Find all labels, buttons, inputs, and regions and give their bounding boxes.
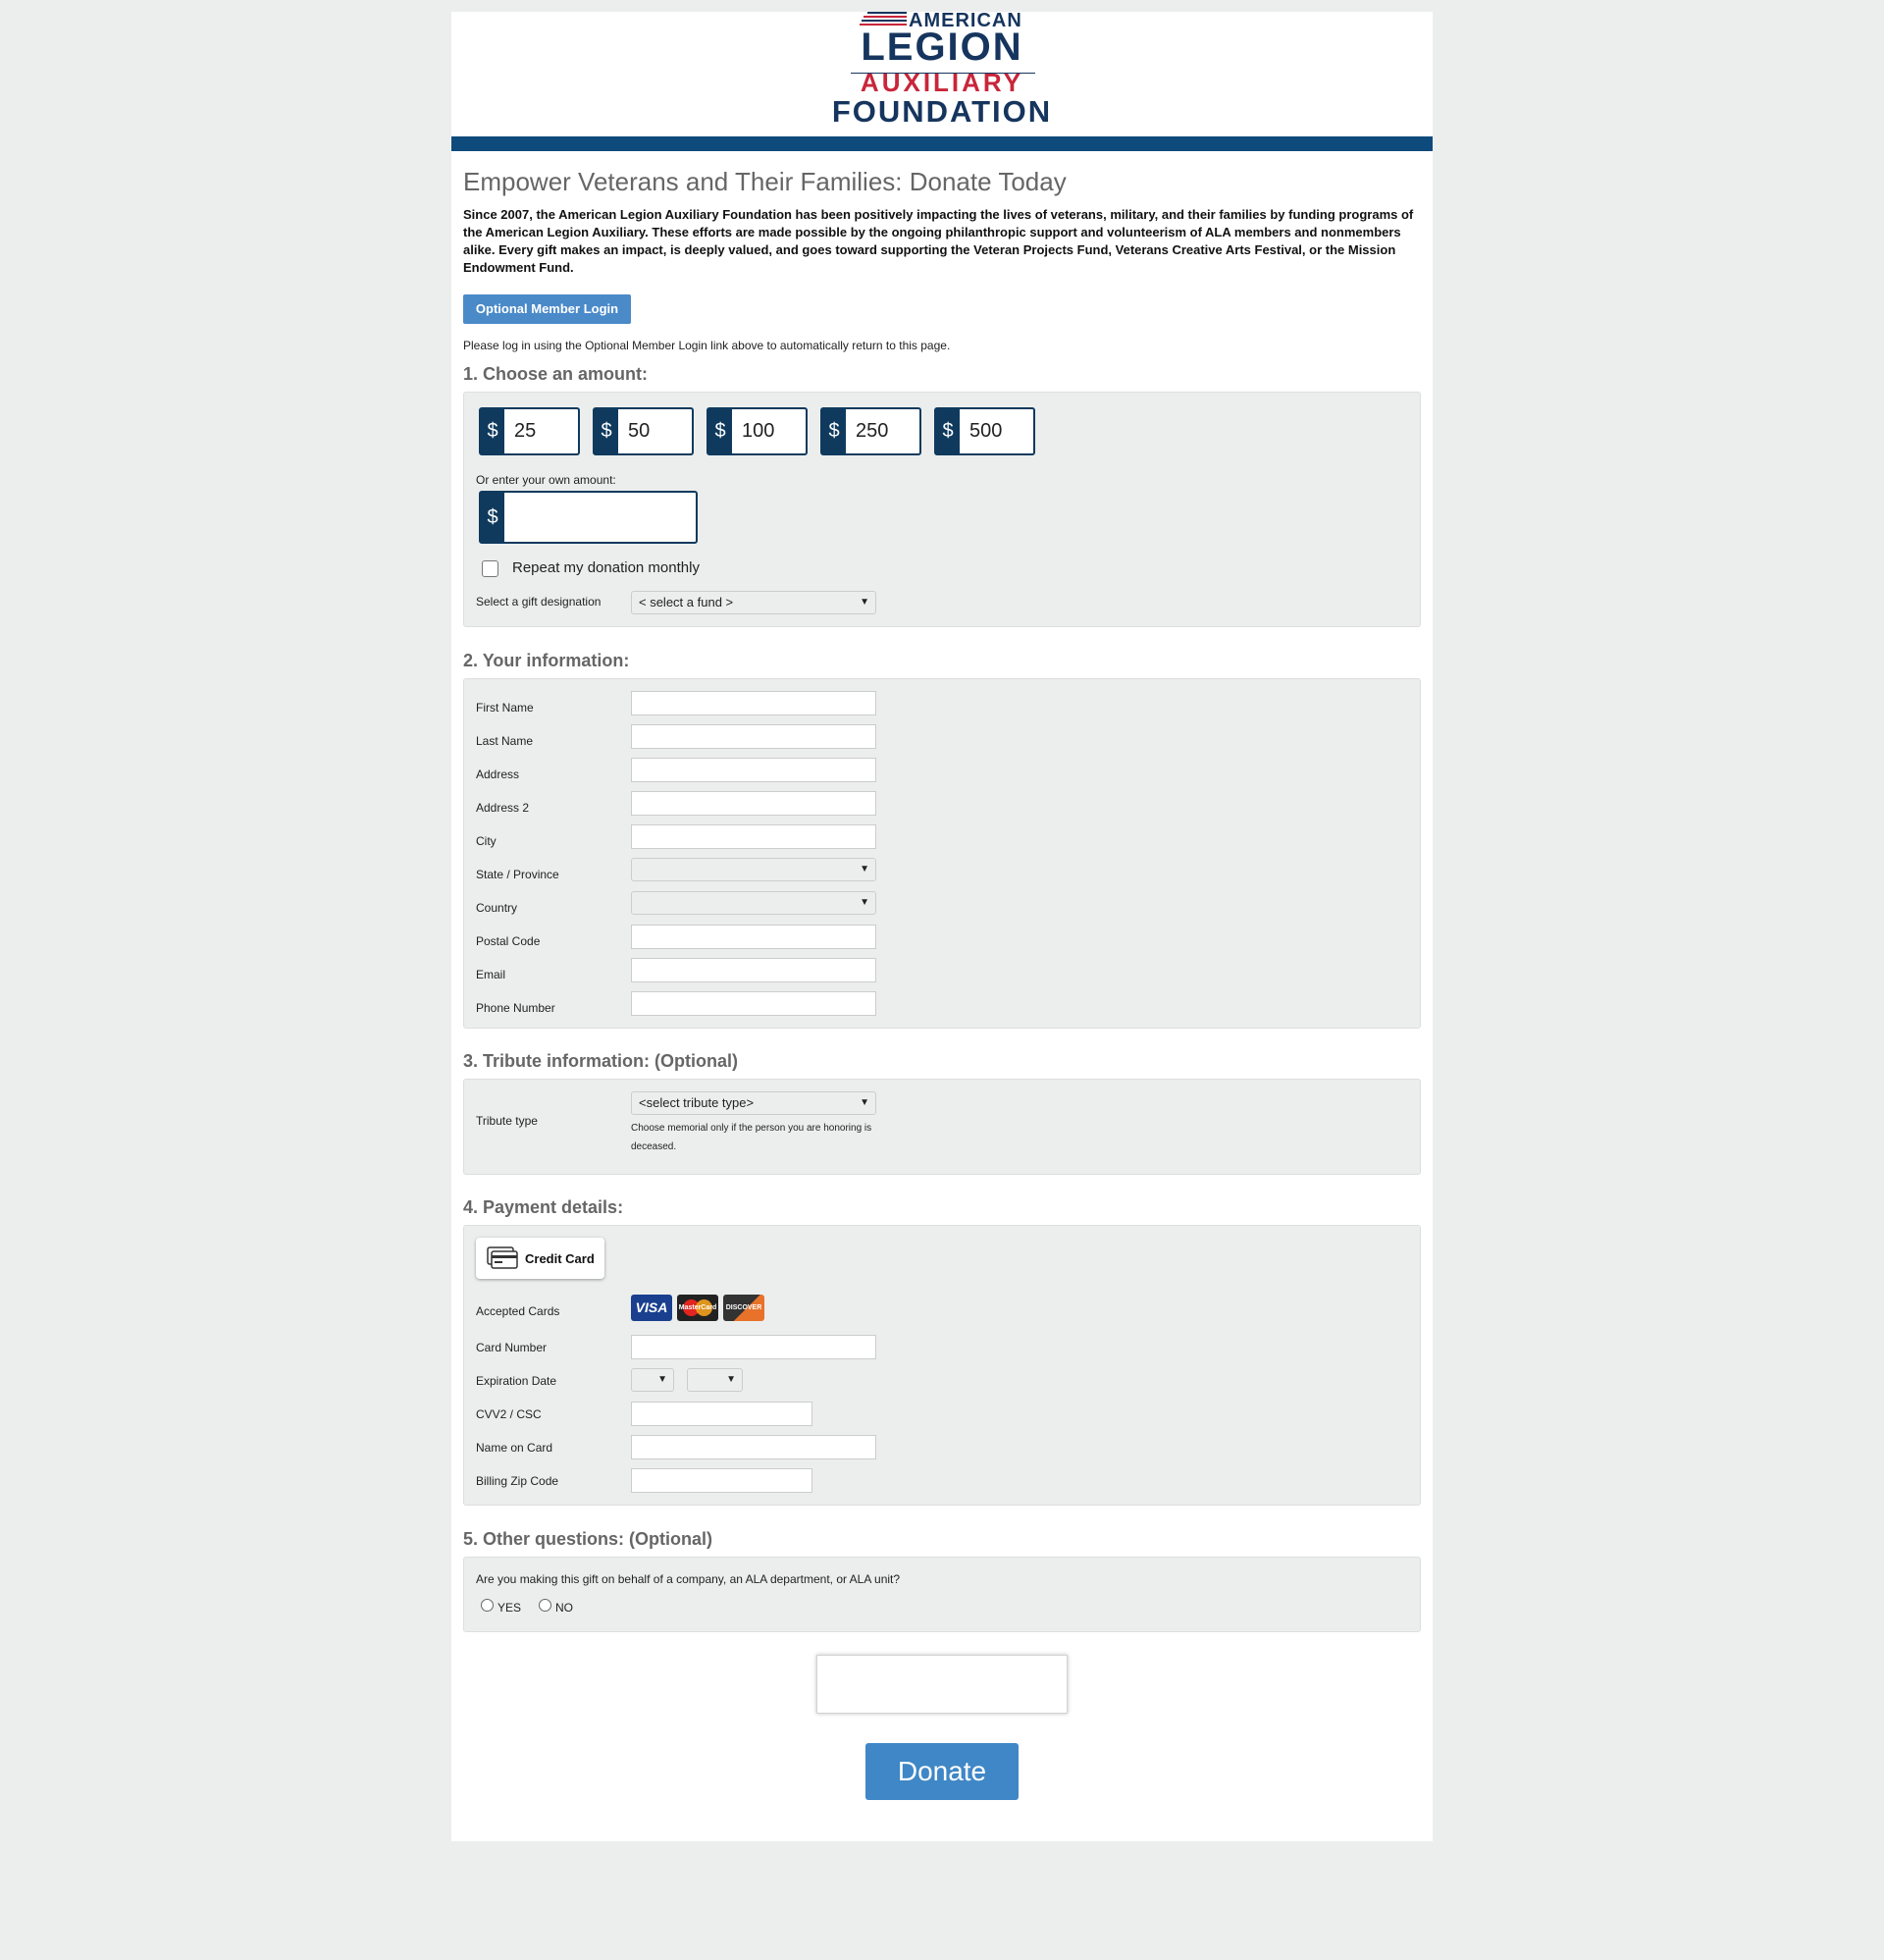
email-label: Email bbox=[476, 968, 506, 981]
login-note: Please log in using the Optional Member Login link above to automatically return to this page. bbox=[463, 339, 951, 352]
amount-section-title: 1. Choose an amount: bbox=[463, 364, 649, 384]
address-label: Address bbox=[476, 768, 520, 781]
repeat-monthly-label: Repeat my donation monthly bbox=[512, 559, 700, 576]
amount-value: 250 bbox=[856, 420, 889, 442]
logo-line-american: AMERICAN bbox=[909, 10, 1022, 31]
amount-value: 500 bbox=[969, 420, 1003, 442]
state-select[interactable] bbox=[631, 858, 876, 881]
billing-zip-label: Billing Zip Code bbox=[476, 1474, 559, 1488]
other-section-title: 5. Other questions: (Optional) bbox=[463, 1529, 713, 1549]
postal-code-label: Postal Code bbox=[476, 934, 541, 948]
name-on-card-label: Name on Card bbox=[476, 1441, 553, 1455]
gift-designation-value: < select a fund > bbox=[639, 595, 734, 609]
last-name-label: Last Name bbox=[476, 734, 534, 748]
logo-line-legion: LEGION bbox=[861, 26, 1023, 69]
tribute-type-select[interactable] bbox=[631, 1091, 876, 1115]
card-number-label: Card Number bbox=[476, 1341, 548, 1354]
optional-member-login-button[interactable]: Optional Member Login bbox=[463, 294, 631, 324]
amount-value: 100 bbox=[742, 420, 775, 442]
tribute-panel bbox=[463, 1079, 1421, 1175]
chevron-down-icon: ▼ bbox=[726, 1374, 736, 1385]
donate-button[interactable]: Donate bbox=[865, 1743, 1019, 1800]
visa-card-logo: VISA bbox=[631, 1295, 672, 1321]
foundation-logo bbox=[451, 12, 1433, 136]
amount-option-50[interactable] bbox=[593, 407, 694, 455]
amount-value: 50 bbox=[628, 420, 651, 442]
no-label: NO bbox=[555, 1601, 573, 1615]
own-amount-label: Or enter your own amount: bbox=[476, 473, 616, 487]
mastercard-logo bbox=[677, 1295, 718, 1321]
expiration-year-select[interactable] bbox=[687, 1368, 743, 1392]
phone-label: Phone Number bbox=[476, 1001, 555, 1015]
tribute-section-title: 3. Tribute information: (Optional) bbox=[463, 1051, 738, 1071]
amount-panel bbox=[463, 392, 1421, 627]
chevron-down-icon: ▼ bbox=[860, 864, 869, 874]
chevron-down-icon: ▼ bbox=[657, 1374, 667, 1385]
state-label: State / Province bbox=[476, 868, 559, 881]
postal-code-input[interactable] bbox=[631, 925, 876, 949]
currency-symbol: $ bbox=[481, 493, 504, 542]
tribute-type-label: Tribute type bbox=[476, 1114, 538, 1128]
mastercard-logo-text: MasterCard bbox=[678, 1304, 717, 1311]
chevron-down-icon: ▼ bbox=[860, 1097, 869, 1108]
currency-symbol: $ bbox=[481, 409, 504, 453]
amount-option-500[interactable] bbox=[934, 407, 1035, 455]
repeat-monthly-checkbox[interactable] bbox=[482, 560, 498, 577]
amount-option-25[interactable] bbox=[479, 407, 580, 455]
donation-page bbox=[451, 12, 1433, 1841]
country-select[interactable] bbox=[631, 891, 876, 915]
first-name-label: First Name bbox=[476, 701, 534, 715]
chevron-down-icon: ▼ bbox=[860, 597, 869, 608]
credit-card-tab[interactable] bbox=[476, 1238, 604, 1279]
own-amount-input[interactable] bbox=[479, 491, 698, 544]
no-radio[interactable] bbox=[539, 1599, 551, 1612]
email-input[interactable] bbox=[631, 958, 876, 982]
country-label: Country bbox=[476, 901, 518, 915]
page-title: Empower Veterans and Their Families: Donate Today bbox=[463, 167, 1067, 196]
address2-label: Address 2 bbox=[476, 801, 530, 815]
gift-designation-label: Select a gift designation bbox=[476, 595, 602, 609]
chevron-down-icon: ▼ bbox=[860, 897, 869, 908]
info-panel bbox=[463, 678, 1421, 1029]
address2-input[interactable] bbox=[631, 791, 876, 816]
currency-symbol: $ bbox=[708, 409, 732, 453]
yes-radio[interactable] bbox=[481, 1599, 494, 1612]
currency-symbol: $ bbox=[936, 409, 960, 453]
cvv-label: CVV2 / CSC bbox=[476, 1407, 542, 1421]
amount-option-250[interactable] bbox=[820, 407, 921, 455]
currency-symbol: $ bbox=[822, 409, 846, 453]
tribute-note: Choose memorial only if the person you are honoring is deceased. bbox=[631, 1123, 872, 1152]
payment-panel bbox=[463, 1225, 1421, 1506]
credit-card-icon bbox=[487, 1246, 518, 1270]
currency-symbol: $ bbox=[595, 409, 618, 453]
discover-card-logo: DISCOVER bbox=[723, 1295, 764, 1321]
captcha-widget[interactable] bbox=[816, 1655, 1068, 1714]
yes-label: YES bbox=[497, 1601, 522, 1615]
logo-line-auxiliary: AUXILIARY bbox=[860, 68, 1024, 97]
gift-designation-select[interactable] bbox=[631, 591, 876, 614]
intro-text: Since 2007, the American Legion Auxiliary Foundation has been positively impacting the lives of veterans, military, and their families by funding programs of the American Legion Auxiliary. These efforts are made possible by the ongoing philanthropic support and volunteerism of ALA members and nonmembers alike. Every gift makes an impact, is deeply valued, and goes toward supporting the Veteran Projects Fund, Veterans Creative Arts Festival, or the Mission Endowment Fund. bbox=[463, 207, 1414, 275]
name-on-card-input[interactable] bbox=[631, 1435, 876, 1459]
first-name-input[interactable] bbox=[631, 691, 876, 715]
info-section-title: 2. Your information: bbox=[463, 651, 630, 670]
other-panel bbox=[463, 1557, 1421, 1632]
last-name-input[interactable] bbox=[631, 724, 876, 749]
accepted-cards-label: Accepted Cards bbox=[476, 1304, 560, 1318]
expiration-date-label: Expiration Date bbox=[476, 1374, 557, 1388]
billing-zip-input[interactable] bbox=[631, 1468, 812, 1493]
amount-option-100[interactable] bbox=[706, 407, 808, 455]
header-bar bbox=[451, 136, 1433, 151]
company-gift-question: Are you making this gift on behalf of a company, an ALA department, or ALA unit? bbox=[476, 1572, 901, 1586]
payment-section-title: 4. Payment details: bbox=[463, 1197, 624, 1217]
cvv-input[interactable] bbox=[631, 1402, 812, 1426]
tribute-type-value: <select tribute type> bbox=[639, 1095, 755, 1110]
city-label: City bbox=[476, 834, 497, 848]
credit-card-tab-label: Credit Card bbox=[525, 1251, 595, 1266]
city-input[interactable] bbox=[631, 824, 876, 849]
logo-line-foundation: FOUNDATION bbox=[831, 94, 1053, 129]
phone-input[interactable] bbox=[631, 991, 876, 1016]
flag-icon bbox=[860, 12, 907, 26]
card-number-input[interactable] bbox=[631, 1335, 876, 1359]
amount-value: 25 bbox=[514, 420, 537, 442]
address-input[interactable] bbox=[631, 758, 876, 782]
expiration-month-select[interactable] bbox=[631, 1368, 674, 1392]
